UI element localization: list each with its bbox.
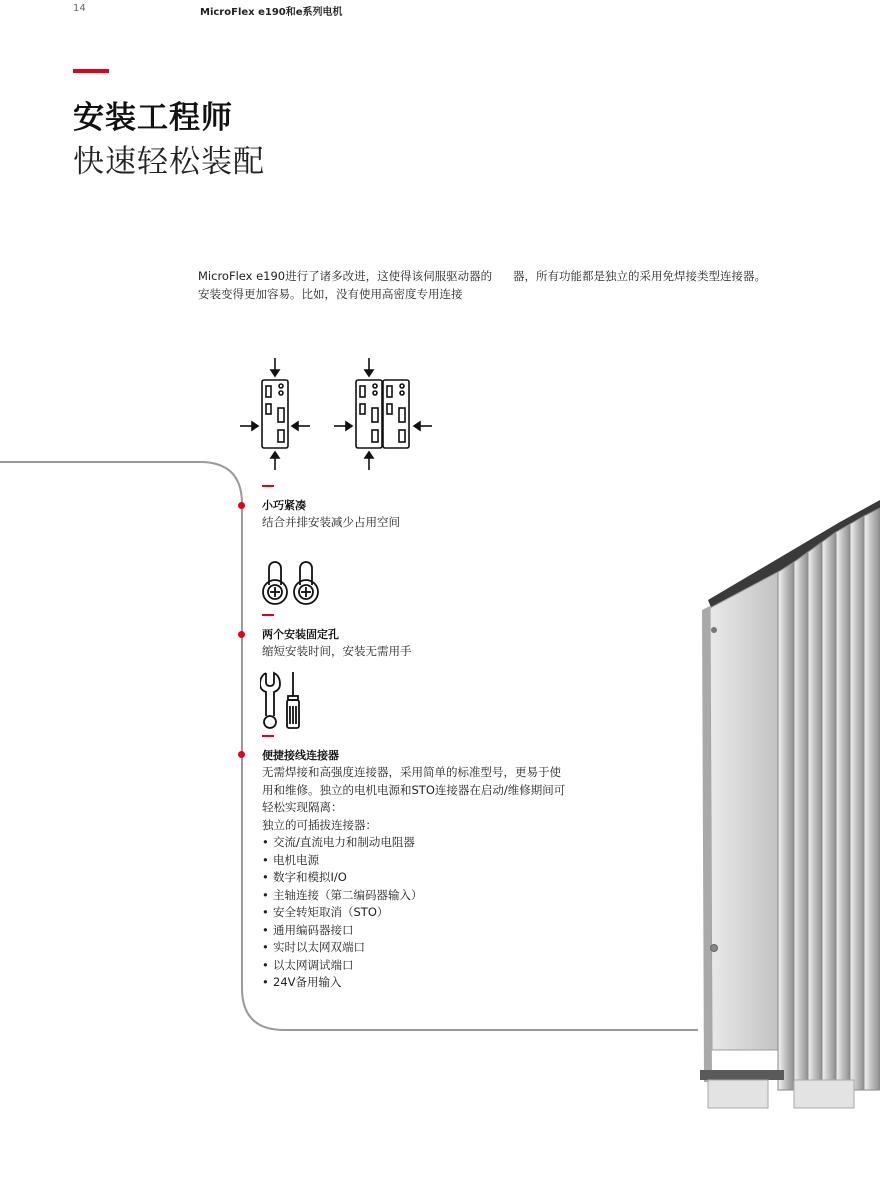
feature-description: 缩短安装时间，安装无需用手 [262,644,412,658]
feature-description: 无需焊接和高强度连接器，采用简单的标准型号，更易于使用和维修。独立的电机电源和STO连接器在启动/维修期间可轻松实现隔离： [262,765,566,814]
page-title: 安装工程师 [73,100,233,136]
list-item: • 交流/直流电力和制动电阻器 [262,834,572,852]
intro-text-left: MicroFlex e190进行了诸多改进，这使得该伺服驱动器的安装变得更加容易。比如，没有使用高密度专用连接 [198,269,493,301]
page-number: 14 [73,3,86,14]
servo-drive-product-image [690,490,880,1114]
feature-title: 两个安装固定孔 [262,628,339,641]
feature-description: 结合并排安装减少占用空间 [262,515,400,529]
compact-drive-icon [238,356,438,478]
feature-dash [262,614,274,616]
timeline-dot [238,751,245,758]
list-item: • 以太网调试端口 [262,957,572,975]
list-item: • 主轴连接（第二编码器输入） [262,887,572,905]
timeline-dot [238,631,245,638]
feature-connectors [262,735,572,992]
feature-compact [262,485,572,532]
mounting-holes-icon [260,555,324,613]
list-item: • 电机电源 [262,852,572,870]
feature-title: 小巧紧凑 [262,499,306,512]
list-item: • 通用编码器接口 [262,922,572,940]
title-accent-bar [73,69,109,73]
connector-list [262,834,572,992]
feature-mounting-holes [262,614,572,661]
feature-dash [262,735,274,737]
list-item: • 数字和模拟I/O [262,869,572,887]
list-item: • 实时以太网双端口 [262,939,572,957]
list-item: • 24V备用输入 [262,974,572,992]
timeline-dot [238,502,245,509]
connector-list-intro: 独立的可插拔连接器： [262,817,377,832]
running-title: MicroFlex e190和e系列电机 [200,7,343,18]
list-item: • 安全转矩取消（STO） [262,904,572,922]
wrench-screwdriver-icon [260,670,308,734]
feature-dash [262,485,274,487]
page-subtitle: 快速轻松装配 [73,144,265,180]
feature-title: 便捷接线连接器 [262,749,339,762]
intro-text-right: 器，所有功能都是独立的采用免焊接类型连接器。 [513,269,766,283]
